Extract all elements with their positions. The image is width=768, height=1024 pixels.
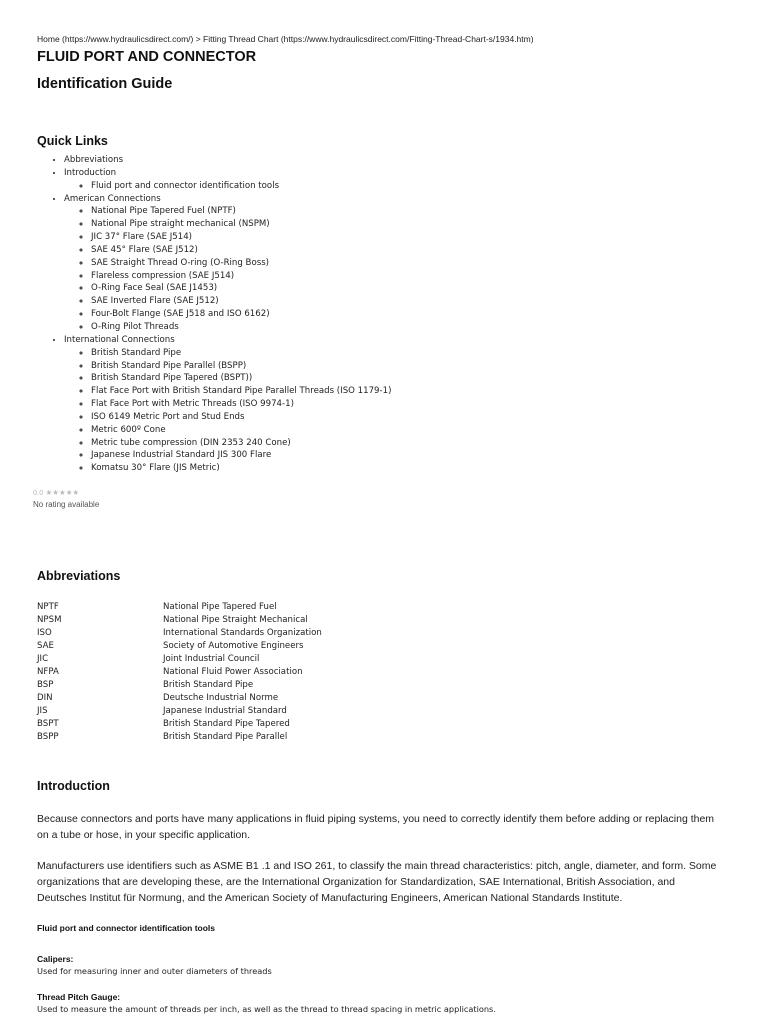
abbreviation-code: JIS	[37, 706, 48, 716]
quick-link-subitem[interactable]: ◦ Metric 600º Cone	[91, 424, 391, 437]
abbreviation-meaning: British Standard Pipe	[163, 680, 254, 690]
abbreviation-row	[37, 718, 322, 731]
breadcrumb[interactable]: Home (https://www.hydraulicsdirect.com/) > Fitting Thread Chart (https://www.hydraulicsdirect.com/Fitting-Thread-Chart-s/1934.htm)	[37, 34, 534, 44]
abbreviation-meaning: Deutsche Industrial Norme	[163, 693, 279, 703]
quick-link-item[interactable]	[64, 167, 391, 180]
abbreviation-meaning: National Pipe Tapered Fuel	[163, 602, 277, 612]
abbreviation-row	[37, 666, 322, 679]
quick-links-heading: Quick Links	[37, 134, 108, 148]
quick-link-subitem[interactable]: ◦ Japanese Industrial Standard JIS 300 Flare	[91, 449, 391, 462]
quick-link-item[interactable]	[64, 334, 391, 347]
abbreviation-row	[37, 679, 322, 692]
tool-name: Thread Pitch Gauge:	[37, 992, 121, 1002]
quick-link-subitem[interactable]: ◦ O-Ring Pilot Threads	[91, 321, 391, 334]
introduction-heading: Introduction	[37, 779, 110, 793]
rating-text: No rating available	[33, 500, 100, 509]
tool-description: Used for measuring inner and outer diameters of threads	[37, 966, 272, 976]
abbreviation-code: NPSM	[37, 615, 62, 625]
quick-link-sublist	[64, 347, 391, 475]
rating-score: 0.0	[33, 488, 44, 497]
abbreviation-meaning: National Fluid Power Association	[163, 667, 303, 677]
quick-link-subitem[interactable]: ◦ Fluid port and connector identification tools	[91, 180, 391, 193]
abbreviation-row	[37, 653, 322, 666]
quick-link-subitem[interactable]: ◦ Komatsu 30° Flare (JIS Metric)	[91, 462, 391, 475]
quick-link-subitem[interactable]: ◦ Metric tube compression (DIN 2353 240 Cone)	[91, 437, 391, 450]
intro-paragraph-2: Manufacturers use identifiers such as ASME B1 .1 and ISO 261, to classify the main thread characteristics: pitch, angle, diameter, and form. Some organizations that are developing these, are the International Organization for Standardization, SAE International, British Association, and Deutsches Institut für Normung, and the American Society of Manufacturing Engineers, American National Standards Institute.	[37, 860, 717, 904]
abbreviation-code: DIN	[37, 693, 53, 703]
abbreviation-code: ISO	[37, 628, 52, 638]
quick-link-subitem[interactable]: ◦ Flat Face Port with British Standard Pipe Parallel Threads (ISO 1179-1)	[91, 385, 391, 398]
quick-link-subitem[interactable]: ◦ SAE 45° Flare (SAE J512)	[91, 244, 391, 257]
quick-link-subitem[interactable]: ◦ ISO 6149 Metric Port and Stud Ends	[91, 411, 391, 424]
abbreviation-row	[37, 692, 322, 705]
quick-link-subitem[interactable]: ◦ SAE Straight Thread O-ring (O-Ring Boss)	[91, 257, 391, 270]
abbreviation-code: BSPP	[37, 732, 59, 742]
quick-link-item[interactable]	[64, 154, 391, 167]
quick-link-subitem[interactable]: ◦ JIC 37° Flare (SAE J514)	[91, 231, 391, 244]
quick-link-subitem[interactable]: ◦ British Standard Pipe	[91, 347, 391, 360]
abbreviation-row	[37, 601, 322, 614]
abbreviation-meaning: British Standard Pipe Tapered	[163, 719, 290, 729]
quick-link-subitem[interactable]: ◦ National Pipe straight mechanical (NSPM)	[91, 218, 391, 231]
abbreviation-row	[37, 627, 322, 640]
page-title: FLUID PORT AND CONNECTOR	[37, 49, 257, 65]
star-icons[interactable]: ★★★★★	[45, 488, 80, 497]
quick-link-sublist	[64, 180, 391, 193]
abbreviation-meaning: National Pipe Straight Mechanical	[163, 615, 308, 625]
abbreviation-code: JIC	[37, 654, 49, 664]
page-subtitle: Identification Guide	[37, 76, 173, 92]
abbreviation-meaning: Society of Automotive Engineers	[163, 641, 304, 651]
quick-link-sublist-wrapper	[64, 347, 391, 475]
quick-link-subitem[interactable]: ◦ SAE Inverted Flare (SAE J512)	[91, 295, 391, 308]
abbreviation-meaning: International Standards Organization	[163, 628, 322, 638]
abbreviation-code: NPTF	[37, 602, 59, 612]
abbreviations-heading: Abbreviations	[37, 569, 121, 583]
quick-link-item[interactable]	[64, 193, 391, 206]
quick-links-list	[37, 154, 391, 475]
abbreviation-code: BSPT	[37, 719, 59, 729]
abbreviation-code: SAE	[37, 641, 54, 651]
abbreviation-row	[37, 705, 322, 718]
tool-name: Calipers:	[37, 954, 74, 964]
quick-link-label[interactable]: Introduction	[64, 167, 117, 178]
quick-link-label[interactable]: International Connections	[64, 334, 175, 345]
quick-link-subitem[interactable]: ◦ Four-Bolt Flange (SAE J518 and ISO 6162)	[91, 308, 391, 321]
quick-link-subitem[interactable]: ◦ Flat Face Port with Metric Threads (ISO 9974-1)	[91, 398, 391, 411]
quick-link-subitem[interactable]: ◦ British Standard Pipe Parallel (BSPP)	[91, 360, 391, 373]
quick-link-sublist	[64, 205, 391, 333]
quick-link-subitem[interactable]: ◦ National Pipe Tapered Fuel (NPTF)	[91, 205, 391, 218]
quick-link-sublist-wrapper	[64, 205, 391, 333]
intro-paragraph-1: Because connectors and ports have many applications in fluid piping systems, you need to correctly identify them before adding or replacing them on a tube or hose, in your specific application.	[37, 813, 715, 841]
abbreviation-row	[37, 614, 322, 627]
abbreviation-meaning: Japanese Industrial Standard	[163, 706, 287, 716]
abbreviation-row	[37, 731, 322, 744]
quick-link-sublist-wrapper	[64, 180, 391, 193]
tools-heading: Fluid port and connector identification tools	[37, 923, 216, 933]
quick-link-subitem[interactable]: ◦ British Standard Pipe Tapered (BSPT))	[91, 372, 391, 385]
quick-link-subitem[interactable]: ◦ Flareless compression (SAE J514)	[91, 270, 391, 283]
quick-link-label[interactable]: Abbreviations	[64, 155, 124, 165]
abbreviation-code: NFPA	[37, 667, 59, 677]
abbreviation-row	[37, 640, 322, 653]
quick-link-label[interactable]: American Connections	[64, 193, 161, 204]
tool-description: Used to measure the amount of threads per inch, as well as the thread to thread spacing in metric applications.	[37, 1004, 496, 1014]
quick-link-subitem[interactable]: ◦ O-Ring Face Seal (SAE J1453)	[91, 282, 391, 295]
abbreviation-meaning: Joint Industrial Council	[163, 654, 260, 664]
abbreviation-meaning: British Standard Pipe Parallel	[163, 732, 288, 742]
abbreviations-table	[37, 601, 322, 744]
abbreviation-code: BSP	[37, 680, 54, 690]
rating-stars[interactable]	[33, 488, 79, 497]
